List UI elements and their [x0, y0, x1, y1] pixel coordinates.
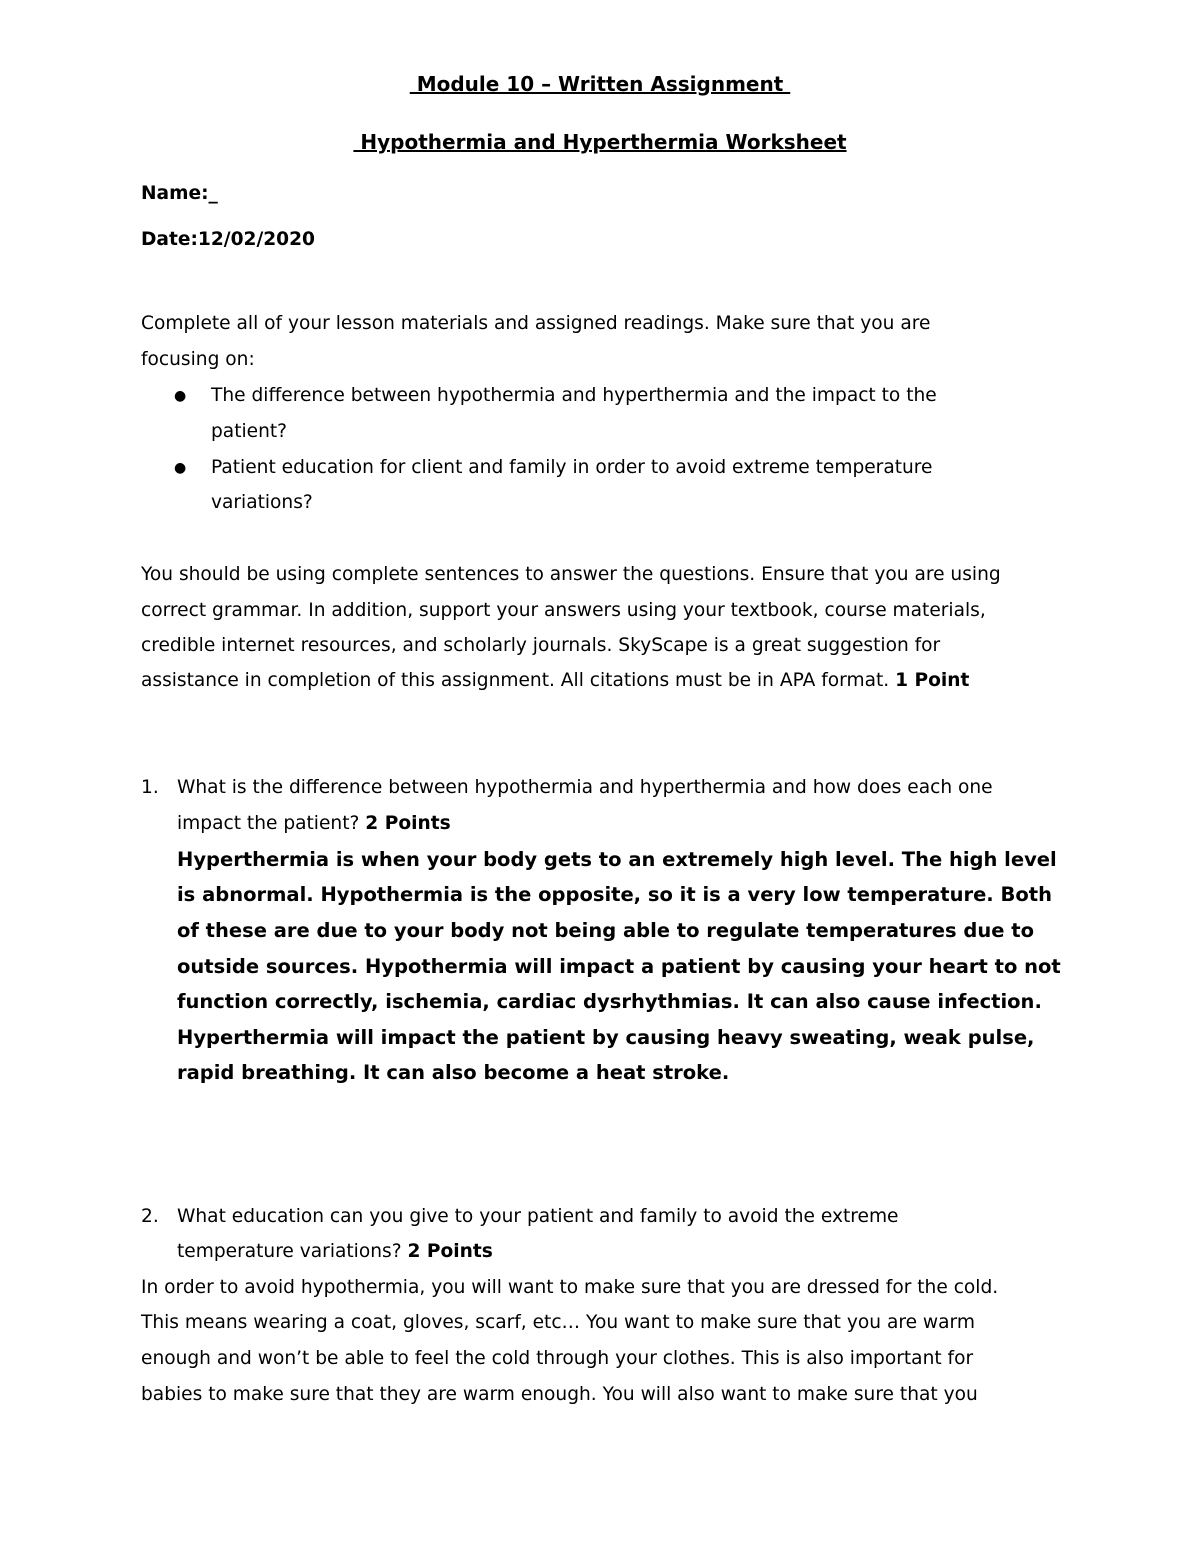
question-1-points: 2 Points: [365, 813, 451, 834]
instructions-line-4: [141, 669, 969, 693]
intro-line-1: Complete all of your lesson materials and assigned readings. Make sure that you are: [141, 313, 931, 334]
question-1-line-1: What is the difference between hypothermia and hyperthermia and how does each one: [177, 777, 993, 798]
answer-2-line-2: This means wearing a coat, gloves, scarf, etc… You want to make sure that you are warm: [141, 1312, 975, 1333]
answer-1-line-2: is abnormal. Hypothermia is the opposite, so it is a very low temperature. Both: [177, 883, 1052, 906]
bullet-icon: ●: [174, 388, 187, 404]
question-2-line-2: [177, 1240, 493, 1264]
answer-1-line-6: Hyperthermia will impact the patient by causing heavy sweating, weak pulse,: [177, 1026, 1035, 1049]
answer-1-line-7: rapid breathing. It can also become a heat stroke.: [177, 1061, 730, 1084]
instructions-line-3: credible internet resources, and scholarly journals. SkyScape is a great suggestion for: [141, 635, 941, 656]
instructions-line-1: You should be using complete sentences to answer the questions. Ensure that you are using: [141, 564, 1001, 585]
instructions-points: 1 Point: [895, 670, 970, 691]
date-field: Date:12/02/2020: [141, 229, 315, 250]
answer-2-line-1: In order to avoid hypothermia, you will want to make sure that you are dressed for the cold.: [141, 1277, 999, 1298]
question-2-line-1: What education can you give to your patient and family to avoid the extreme: [177, 1206, 899, 1227]
bullet-2-line-2: variations?: [211, 492, 313, 513]
instructions-line-2: correct grammar. In addition, support your answers using your textbook, course materials,: [141, 600, 986, 621]
answer-1-line-4: outside sources. Hypothermia will impact a patient by causing your heart to not: [177, 955, 1061, 978]
name-field: Name:_: [141, 183, 218, 204]
answer-1-line-3: of these are due to your body not being able to regulate temperatures due to: [177, 919, 1034, 942]
bullet-icon: ●: [174, 460, 187, 476]
question-2-number: 2.: [141, 1206, 159, 1227]
instructions-line-4-text: assistance in completion of this assignment. All citations must be in APA format.: [141, 670, 890, 691]
question-1-line-2-text: impact the patient?: [177, 813, 360, 834]
question-2-points: 2 Points: [407, 1241, 493, 1262]
intro-line-2: focusing on:: [141, 349, 255, 370]
bullet-1-line-2: patient?: [211, 421, 288, 442]
answer-2-line-3: enough and won’t be able to feel the cold through your clothes. This is also important for: [141, 1348, 974, 1369]
bullet-1-line-1: The difference between hypothermia and hyperthermia and the impact to the: [211, 385, 937, 406]
answer-2-line-4: babies to make sure that they are warm enough. You will also want to make sure that you: [141, 1384, 978, 1405]
question-1-line-2: [177, 812, 451, 836]
question-1-number: 1.: [141, 777, 159, 798]
bullet-2-line-1: Patient education for client and family in order to avoid extreme temperature: [211, 457, 933, 478]
document-subtitle: Hypothermia and Hyperthermia Worksheet: [353, 130, 847, 154]
answer-1-line-5: function correctly, ischemia, cardiac dysrhythmias. It can also cause infection.: [177, 990, 1042, 1013]
question-2-line-2-text: temperature variations?: [177, 1241, 402, 1262]
answer-1-line-1: Hyperthermia is when your body gets to an extremely high level. The high level: [177, 848, 1057, 871]
document-title: Module 10 – Written Assignment: [409, 72, 791, 96]
